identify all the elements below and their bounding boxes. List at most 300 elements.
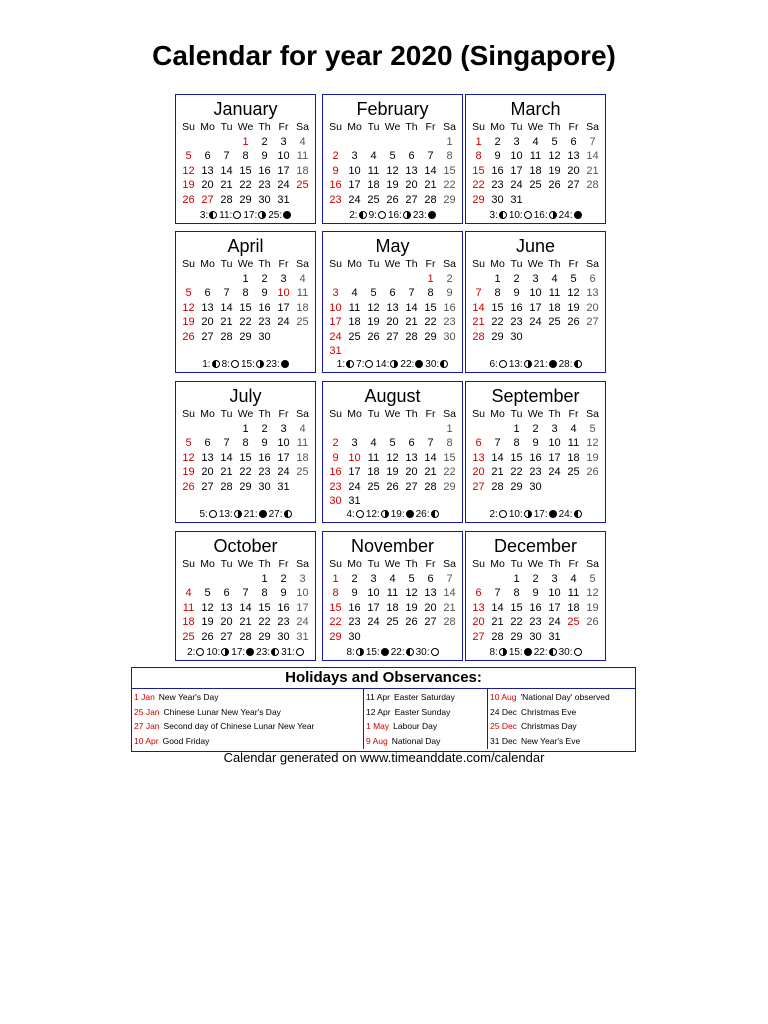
moon-phases <box>466 509 605 520</box>
day-cell: 15 <box>491 301 504 314</box>
month-grid <box>469 120 602 207</box>
day-cell: 6 <box>204 150 211 162</box>
weekday-header: We <box>237 258 254 270</box>
weekday-header: Tu <box>367 408 380 420</box>
moon-phases <box>466 647 605 658</box>
moon-phase-entry <box>244 509 267 520</box>
empty-cell <box>364 272 383 287</box>
day-cell: 7 <box>223 287 230 299</box>
day-cell: 5 <box>185 437 192 449</box>
holiday-name: 'National Day' observed <box>520 692 610 702</box>
day-cell: 8 <box>242 287 249 299</box>
day-cell: 15 <box>424 301 437 314</box>
day-cell: 18 <box>367 179 380 191</box>
weekday-header: Tu <box>510 408 523 420</box>
month-grid <box>179 120 312 207</box>
new-moon-icon <box>283 211 291 219</box>
full-moon-icon <box>378 211 386 219</box>
day-cell: 15 <box>329 601 342 614</box>
day-cell: 22 <box>329 616 342 628</box>
day-cell: 20 <box>201 316 214 328</box>
last-moon-icon <box>549 211 557 219</box>
holiday-column <box>132 689 363 749</box>
weekday-header: Sa <box>443 258 456 270</box>
moon-phases <box>323 359 462 370</box>
day-cell: 19 <box>567 301 580 314</box>
new-moon-icon <box>246 648 254 656</box>
day-cell: 23 <box>258 179 271 191</box>
month-name: April <box>227 236 264 256</box>
moon-phase-date: 5: <box>199 509 208 520</box>
weekday-header: Su <box>472 408 485 420</box>
moon-phase-entry <box>231 647 254 658</box>
day-cell: 22 <box>239 179 252 191</box>
holiday-row <box>134 734 361 749</box>
day-cell: 12 <box>548 150 561 162</box>
day-cell: 30 <box>258 480 271 493</box>
empty-cell <box>383 135 402 150</box>
month-name: June <box>515 236 556 256</box>
empty-cell <box>217 135 236 150</box>
day-cell: 5 <box>185 150 192 162</box>
moon-phase-entry <box>346 647 363 658</box>
last-moon-icon <box>524 360 532 368</box>
day-cell: 14 <box>443 587 456 599</box>
day-cell: 4 <box>299 422 306 435</box>
weekday-header: Su <box>472 121 485 133</box>
moon-phase-date: 8: <box>346 647 355 658</box>
day-cell: 4 <box>570 422 577 435</box>
day-cell: 4 <box>551 272 558 285</box>
moon-phase-date: 13: <box>508 359 523 370</box>
empty-cell <box>198 272 217 287</box>
first-moon-icon <box>440 360 448 368</box>
moon-phases <box>323 647 462 658</box>
day-cell: 19 <box>586 451 599 464</box>
day-cell: 5 <box>185 287 192 299</box>
holiday-row <box>134 690 361 705</box>
moon-phases <box>323 210 462 221</box>
weekday-header: Th <box>548 408 561 420</box>
empty-cell <box>179 422 198 437</box>
day-cell: 31 <box>277 480 290 493</box>
empty-cell <box>402 272 421 287</box>
day-cell: 1 <box>261 572 268 585</box>
day-cell: 21 <box>220 466 233 478</box>
holiday-date: 25 Dec <box>490 721 517 731</box>
day-cell: 5 <box>389 437 396 449</box>
day-cell: 28 <box>586 179 599 191</box>
empty-cell <box>488 572 507 587</box>
day-cell: 5 <box>389 150 396 162</box>
moon-phase-date: 16: <box>533 210 548 221</box>
day-cell: 4 <box>370 437 377 449</box>
day-cell: 30 <box>277 630 290 643</box>
weekday-header: We <box>237 121 254 133</box>
moon-phase-date: 3: <box>489 210 498 221</box>
month-grid <box>179 407 312 494</box>
weekday-header: Su <box>329 258 342 270</box>
day-cell: 23 <box>258 316 271 328</box>
day-cell: 18 <box>567 601 580 614</box>
day-cell: 4 <box>185 587 192 599</box>
day-cell: 2 <box>532 572 539 585</box>
day-cell: 9 <box>261 437 268 449</box>
day-cell: 16 <box>277 601 290 614</box>
day-cell: 25 <box>367 193 380 206</box>
day-cell: 22 <box>510 616 523 628</box>
day-cell: 20 <box>220 616 233 628</box>
day-cell: 29 <box>510 630 523 643</box>
day-cell: 12 <box>182 164 195 177</box>
moon-phase-entry <box>268 210 291 221</box>
day-cell: 5 <box>370 287 377 299</box>
holiday-name: Chinese Lunar New Year's Day <box>163 706 281 717</box>
day-cell: 17 <box>296 601 309 614</box>
moon-phase-entry <box>489 210 506 221</box>
day-cell: 21 <box>472 316 485 328</box>
day-cell: 8 <box>242 437 249 449</box>
weekday-header: Mo <box>200 408 215 420</box>
weekday-header: Tu <box>220 408 233 420</box>
weekday-header: Th <box>258 121 271 133</box>
empty-cell <box>236 572 255 587</box>
weekday-header: Fr <box>425 258 436 270</box>
day-cell: 27 <box>424 616 437 628</box>
empty-cell <box>326 135 345 150</box>
day-cell: 24 <box>548 616 561 628</box>
day-cell: 10 <box>548 437 561 449</box>
day-cell: 14 <box>239 601 252 614</box>
day-cell: 19 <box>386 179 399 191</box>
day-cell: 24 <box>277 179 290 191</box>
month-april <box>175 231 316 373</box>
day-cell: 13 <box>201 451 214 464</box>
moon-phase-entry <box>534 359 557 370</box>
weekday-header: Fr <box>568 558 579 570</box>
empty-cell <box>217 272 236 287</box>
day-cell: 28 <box>424 193 437 206</box>
day-cell: 10 <box>367 587 380 599</box>
day-cell: 26 <box>367 330 380 343</box>
day-cell: 13 <box>424 587 437 599</box>
new-moon-icon <box>524 648 532 656</box>
moon-phase-date: 13: <box>218 509 233 520</box>
full-moon-icon <box>574 648 582 656</box>
day-cell: 21 <box>491 466 504 478</box>
moon-phase-entry <box>509 359 532 370</box>
day-cell: 3 <box>351 437 358 449</box>
day-cell: 26 <box>182 480 195 493</box>
day-cell: 4 <box>351 287 358 299</box>
moon-phase-date: 22: <box>533 647 548 658</box>
moon-phases <box>466 359 605 370</box>
day-cell: 29 <box>491 330 504 343</box>
moon-phase-entry <box>346 509 363 520</box>
day-cell: 13 <box>201 164 214 177</box>
moon-phase-date: 23: <box>265 359 280 370</box>
new-moon-icon <box>381 648 389 656</box>
day-cell: 13 <box>472 601 485 614</box>
empty-cell <box>402 422 421 437</box>
day-cell: 1 <box>242 272 249 285</box>
day-cell: 15 <box>510 451 523 464</box>
day-cell: 19 <box>201 616 214 628</box>
day-cell: 24 <box>329 330 342 343</box>
day-cell: 26 <box>182 193 195 206</box>
day-cell: 17 <box>277 164 290 177</box>
day-cell: 21 <box>424 466 437 478</box>
day-cell: 31 <box>348 495 361 507</box>
weekday-header: Tu <box>220 121 233 133</box>
day-cell: 21 <box>220 316 233 328</box>
day-cell: 18 <box>348 316 361 328</box>
day-cell: 10 <box>296 587 309 599</box>
weekday-header: Fr <box>278 121 289 133</box>
month-september <box>465 381 606 523</box>
moon-phase-date: 1: <box>336 359 346 370</box>
holiday-row <box>490 719 633 734</box>
last-moon-icon <box>234 510 242 518</box>
day-cell: 18 <box>386 601 399 614</box>
day-cell: 28 <box>443 616 456 628</box>
day-cell: 13 <box>220 601 233 614</box>
moon-phase-date: 6: <box>489 359 498 370</box>
day-cell: 12 <box>182 301 195 314</box>
day-cell: 25 <box>386 616 399 628</box>
last-moon-icon <box>524 510 532 518</box>
day-cell: 31 <box>510 193 523 206</box>
moon-phase-entry <box>243 210 266 221</box>
day-cell: 11 <box>296 287 309 299</box>
moon-phase-date: 30: <box>415 647 430 658</box>
day-cell: 7 <box>446 572 453 585</box>
day-cell: 22 <box>510 466 523 478</box>
day-cell: 23 <box>258 466 271 478</box>
weekday-header: Th <box>258 558 271 570</box>
weekday-header: Su <box>472 558 485 570</box>
moon-phase-entry <box>349 210 366 221</box>
day-cell: 3 <box>351 150 358 162</box>
holiday-date: 11 Apr <box>366 692 390 702</box>
moon-phase-date: 23: <box>412 210 427 221</box>
empty-cell <box>421 135 440 150</box>
day-cell: 1 <box>475 135 482 148</box>
weekday-header: We <box>527 121 544 133</box>
weekday-header: Tu <box>220 258 233 270</box>
day-cell: 23 <box>510 316 523 328</box>
day-cell: 14 <box>472 301 485 314</box>
holiday-name: Easter Sunday <box>394 706 451 717</box>
moon-phase-date: 7: <box>356 359 365 370</box>
day-cell: 17 <box>348 179 361 191</box>
day-cell: 2 <box>332 150 339 162</box>
holiday-row <box>490 705 633 720</box>
moon-phase-entry <box>369 210 386 221</box>
moon-phase-date: 24: <box>558 210 573 221</box>
day-cell: 9 <box>494 150 501 162</box>
moon-phase-entry <box>534 509 557 520</box>
moon-phases <box>176 359 315 370</box>
empty-cell <box>364 135 383 150</box>
weekday-header: Mo <box>200 258 215 270</box>
day-cell: 16 <box>258 164 271 177</box>
day-cell: 8 <box>446 437 453 449</box>
day-cell: 4 <box>389 572 396 585</box>
day-cell: 11 <box>182 601 195 614</box>
day-cell: 7 <box>475 287 482 299</box>
day-cell: 31 <box>548 630 561 643</box>
moon-phase-entry <box>200 210 217 221</box>
empty-cell <box>345 135 364 150</box>
full-moon-icon <box>231 360 239 368</box>
day-cell: 28 <box>405 330 418 343</box>
weekday-header: We <box>237 558 254 570</box>
moon-phases <box>176 647 315 658</box>
day-cell: 28 <box>220 330 233 343</box>
empty-cell <box>179 272 198 287</box>
day-cell: 20 <box>201 179 214 191</box>
holiday-date: 25 Jan <box>134 706 160 717</box>
day-cell: 18 <box>296 451 309 464</box>
full-moon-icon <box>524 211 532 219</box>
day-cell: 26 <box>586 466 599 478</box>
month-name: May <box>375 236 410 256</box>
day-cell: 22 <box>443 466 456 478</box>
moon-phase-entry <box>222 359 239 370</box>
month-name: October <box>213 536 278 556</box>
weekday-header: We <box>527 558 544 570</box>
moon-phase-date: 30: <box>425 359 440 370</box>
new-moon-icon <box>574 211 582 219</box>
empty-cell <box>469 572 488 587</box>
moon-phases <box>323 509 462 520</box>
month-name: September <box>491 386 580 406</box>
day-cell: 27 <box>586 316 599 328</box>
day-cell: 18 <box>567 451 580 464</box>
day-cell: 6 <box>204 287 211 299</box>
moon-phase-date: 24: <box>558 509 573 520</box>
last-moon-icon <box>356 648 364 656</box>
day-cell: 8 <box>513 587 520 599</box>
day-cell: 25 <box>296 316 309 328</box>
weekday-header: Sa <box>586 121 599 133</box>
empty-cell <box>326 272 345 287</box>
day-cell: 6 <box>204 437 211 449</box>
moon-phase-date: 21: <box>533 359 548 370</box>
day-cell: 5 <box>551 135 558 148</box>
day-cell: 25 <box>567 616 580 628</box>
holiday-column <box>487 689 635 749</box>
day-cell: 26 <box>548 179 561 191</box>
moon-phase-date: 30: <box>558 647 573 658</box>
moon-phase-date: 2: <box>187 647 196 658</box>
weekday-header: Fr <box>568 258 579 270</box>
day-cell: 21 <box>443 601 456 614</box>
day-cell: 20 <box>424 601 437 614</box>
month-august <box>322 381 463 523</box>
day-cell: 3 <box>280 272 287 285</box>
moon-phase-date: 14: <box>375 359 390 370</box>
month-december <box>465 531 606 661</box>
full-moon-icon <box>499 360 507 368</box>
day-cell: 9 <box>513 287 520 299</box>
day-cell: 10 <box>277 287 290 299</box>
holiday-name: New Year's Day <box>158 692 219 702</box>
holiday-row <box>366 719 485 734</box>
day-cell: 11 <box>348 301 361 314</box>
moon-phase-entry <box>391 647 414 658</box>
day-cell: 26 <box>201 630 214 643</box>
weekday-header: Mo <box>490 258 505 270</box>
day-cell: 30 <box>258 193 271 206</box>
day-cell: 6 <box>223 587 230 599</box>
empty-cell <box>383 422 402 437</box>
day-cell: 17 <box>329 316 342 328</box>
day-cell: 17 <box>510 164 523 177</box>
month-june <box>465 231 606 373</box>
day-cell: 10 <box>329 301 342 314</box>
month-february <box>322 94 463 224</box>
holiday-date: 27 Jan <box>134 721 160 731</box>
moon-phase-date: 26: <box>415 509 430 520</box>
day-cell: 10 <box>348 451 361 464</box>
day-cell: 27 <box>386 330 399 343</box>
moon-phase-entry <box>425 359 448 370</box>
moon-phase-entry <box>337 359 354 370</box>
day-cell: 29 <box>329 630 342 643</box>
day-cell: 16 <box>348 601 361 614</box>
moon-phase-date: 17: <box>533 509 548 520</box>
moon-phase-entry <box>356 359 373 370</box>
day-cell: 18 <box>367 466 380 478</box>
day-cell: 28 <box>239 630 252 643</box>
holiday-column <box>363 689 487 749</box>
day-cell: 14 <box>405 301 418 314</box>
moon-phase-date: 11: <box>219 210 233 221</box>
day-cell: 31 <box>329 345 342 357</box>
day-cell: 1 <box>513 572 520 585</box>
day-cell: 12 <box>386 451 399 464</box>
day-cell: 3 <box>299 572 306 585</box>
day-cell: 3 <box>370 572 377 585</box>
day-cell: 8 <box>332 587 339 599</box>
day-cell: 26 <box>405 616 418 628</box>
weekday-header: Sa <box>586 558 599 570</box>
day-cell: 25 <box>548 316 561 328</box>
day-cell: 28 <box>424 480 437 493</box>
month-grid <box>469 557 602 644</box>
moon-phase-entry <box>219 210 241 221</box>
day-cell: 11 <box>367 451 380 464</box>
moon-phase-entry <box>202 359 219 370</box>
day-cell: 9 <box>532 437 539 449</box>
weekday-header: Tu <box>367 258 380 270</box>
day-cell: 2 <box>280 572 287 585</box>
day-cell: 10 <box>548 587 561 599</box>
day-cell: 2 <box>332 437 339 449</box>
day-cell: 12 <box>586 587 599 599</box>
day-cell: 9 <box>351 587 358 599</box>
full-moon-icon <box>356 510 364 518</box>
empty-cell <box>217 422 236 437</box>
full-moon-icon <box>431 648 439 656</box>
day-cell: 29 <box>239 480 252 493</box>
day-cell: 19 <box>367 316 380 328</box>
moon-phase-entry <box>366 647 389 658</box>
day-cell: 25 <box>348 330 361 343</box>
day-cell: 9 <box>332 164 339 177</box>
